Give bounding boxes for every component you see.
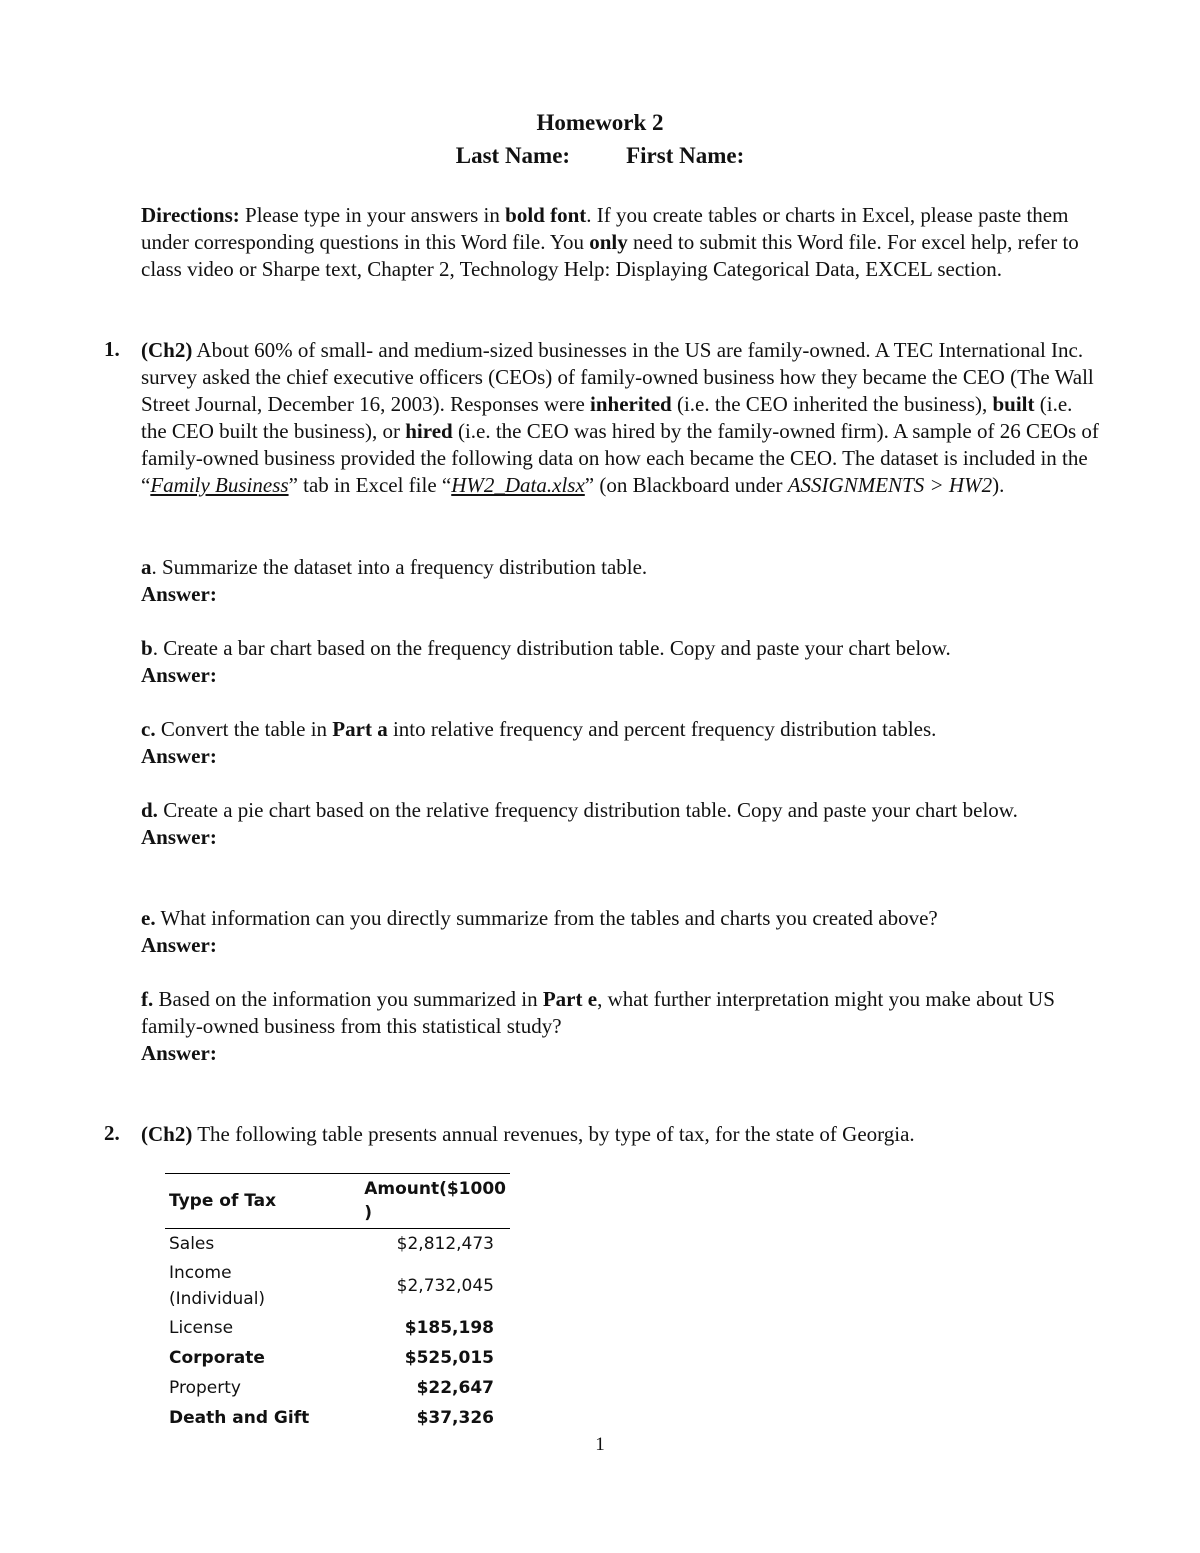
directions-bold-font: bold font	[505, 203, 587, 227]
question-1-text-part: ” tab in Excel file “	[288, 473, 452, 497]
part-c-text: Convert the table in	[155, 717, 333, 741]
blackboard-path: ASSIGNMENTS > HW2	[787, 473, 993, 497]
part-e	[141, 905, 1101, 959]
part-a	[141, 554, 1101, 608]
answer-label: Answer:	[141, 663, 217, 687]
part-b	[141, 635, 1101, 689]
directions-text: Please type in your answers in	[239, 203, 506, 227]
part-b-label: b	[141, 636, 153, 660]
part-f-text: , what further interpretation might you make about US family-owned business from this statistical study?	[141, 987, 1055, 1038]
part-d	[141, 797, 1101, 851]
question-1-text-part: ).	[992, 473, 1005, 497]
table-row	[165, 1259, 510, 1313]
part-a-label: a	[141, 555, 152, 579]
answer-label: Answer:	[141, 744, 217, 768]
part-f	[141, 986, 1101, 1067]
question-1-text-part: (i.e. the CEO was hired by the family-owned firm). A sample of 26 CEOs of family-owned business provided the following data on how each became the CEO. The dataset is included in the “	[141, 419, 1099, 497]
question-1-text-part: ” (on Blackboard under	[584, 473, 788, 497]
question-2-number: 2.	[104, 1121, 120, 1145]
tab-name: Family Business	[150, 473, 289, 497]
directions-label: Directions:	[141, 203, 240, 227]
last-name-label: Last Name:	[455, 143, 571, 168]
part-d-text: Create a pie chart based on the relative frequency distribution table. Copy and paste your chart below.	[157, 798, 1018, 822]
question-2-tag: (Ch2)	[141, 1122, 193, 1146]
directions-only: only	[589, 230, 628, 254]
part-e-label: e.	[141, 906, 156, 930]
table-row	[165, 1373, 510, 1403]
document-title: Homework 2	[536, 110, 664, 135]
directions-text: need to submit this Word file. For excel help, refer to class video or Sharpe text, Chapter 2, Technology Help: Displaying Categorical Data, EXCEL section.	[141, 230, 1079, 281]
page-number: 1	[595, 1434, 605, 1455]
amount-cell: $22,647	[416, 1378, 494, 1398]
table-row	[165, 1313, 510, 1343]
amount-header-line1: Amount($1000	[364, 1179, 506, 1199]
table-row	[165, 1229, 510, 1260]
part-c-bold: Part a	[332, 717, 388, 741]
answer-label: Answer:	[141, 582, 217, 606]
tax-type-cell: Sales	[169, 1234, 215, 1254]
part-d-label: d.	[141, 798, 158, 822]
answer-label: Answer:	[141, 1041, 217, 1065]
part-c-label: c.	[141, 717, 156, 741]
answer-label: Answer:	[141, 933, 217, 957]
question-1-tag: (Ch2)	[141, 338, 193, 362]
file-name: HW2_Data.xlsx	[451, 473, 585, 497]
directions-text: . If you create tables or charts in Excel, please paste them under corresponding questions in this Word file. You	[141, 203, 1069, 254]
part-f-bold: Part e	[542, 987, 598, 1011]
part-c-text: into relative frequency and percent frequency distribution tables.	[387, 717, 937, 741]
amount-cell: $185,198	[404, 1318, 494, 1338]
part-c	[141, 716, 1101, 770]
column-header-type: Type of Tax	[169, 1191, 277, 1211]
keyword-built: built	[992, 392, 1035, 416]
question-1-text-part: About 60% of small- and medium-sized businesses in the US are family-owned. A TEC International Inc. survey asked the chief executive officers (CEOs) of family-owned business how they became the CEO (The Wall Street Journal, December 16, 2003). Responses were	[141, 338, 1094, 416]
part-f-label: f.	[141, 987, 154, 1011]
tax-type-cell: Death and Gift	[169, 1408, 310, 1428]
directions-paragraph	[141, 202, 1101, 283]
amount-cell: $2,812,473	[396, 1234, 494, 1254]
tax-type-line1: Income	[169, 1263, 232, 1283]
question-1-text-part: (i.e. the CEO built the business), or	[141, 392, 1073, 443]
tax-type-line2: (Individual)	[169, 1289, 266, 1309]
part-b-text: . Create a bar chart based on the frequency distribution table. Copy and paste your chart below.	[152, 636, 951, 660]
question-1-number: 1.	[104, 337, 120, 361]
answer-label: Answer:	[141, 825, 217, 849]
question-1-text	[141, 337, 1101, 499]
amount-cell: $2,732,045	[396, 1276, 494, 1296]
keyword-hired: hired	[405, 419, 453, 443]
tax-type-cell: Property	[169, 1378, 241, 1398]
amount-cell: $37,326	[416, 1408, 494, 1428]
keyword-inherited: inherited	[590, 392, 672, 416]
part-e-text: What information can you directly summarize from the tables and charts you created above?	[155, 906, 938, 930]
table-row	[165, 1343, 510, 1373]
column-header-amount	[342, 1174, 510, 1229]
table-header-row	[165, 1174, 510, 1229]
tax-revenue-table	[165, 1173, 510, 1433]
name-fields-line	[0, 143, 1200, 169]
part-a-text: . Summarize the dataset into a frequency distribution table.	[151, 555, 648, 579]
question-1-text-part: (i.e. the CEO inherited the business),	[671, 392, 993, 416]
tax-type-cell	[165, 1259, 342, 1313]
amount-header-line2: )	[364, 1203, 372, 1223]
tax-type-cell: License	[169, 1318, 234, 1338]
question-2-text	[141, 1121, 1101, 1148]
question-2-text-part: The following table presents annual revenues, by type of tax, for the state of Georgia.	[192, 1122, 915, 1146]
part-f-text: Based on the information you summarized in	[153, 987, 543, 1011]
first-name-label: First Name:	[626, 143, 745, 168]
table-row	[165, 1403, 510, 1433]
tax-type-cell: Corporate	[169, 1348, 265, 1368]
amount-cell: $525,015	[404, 1348, 494, 1368]
